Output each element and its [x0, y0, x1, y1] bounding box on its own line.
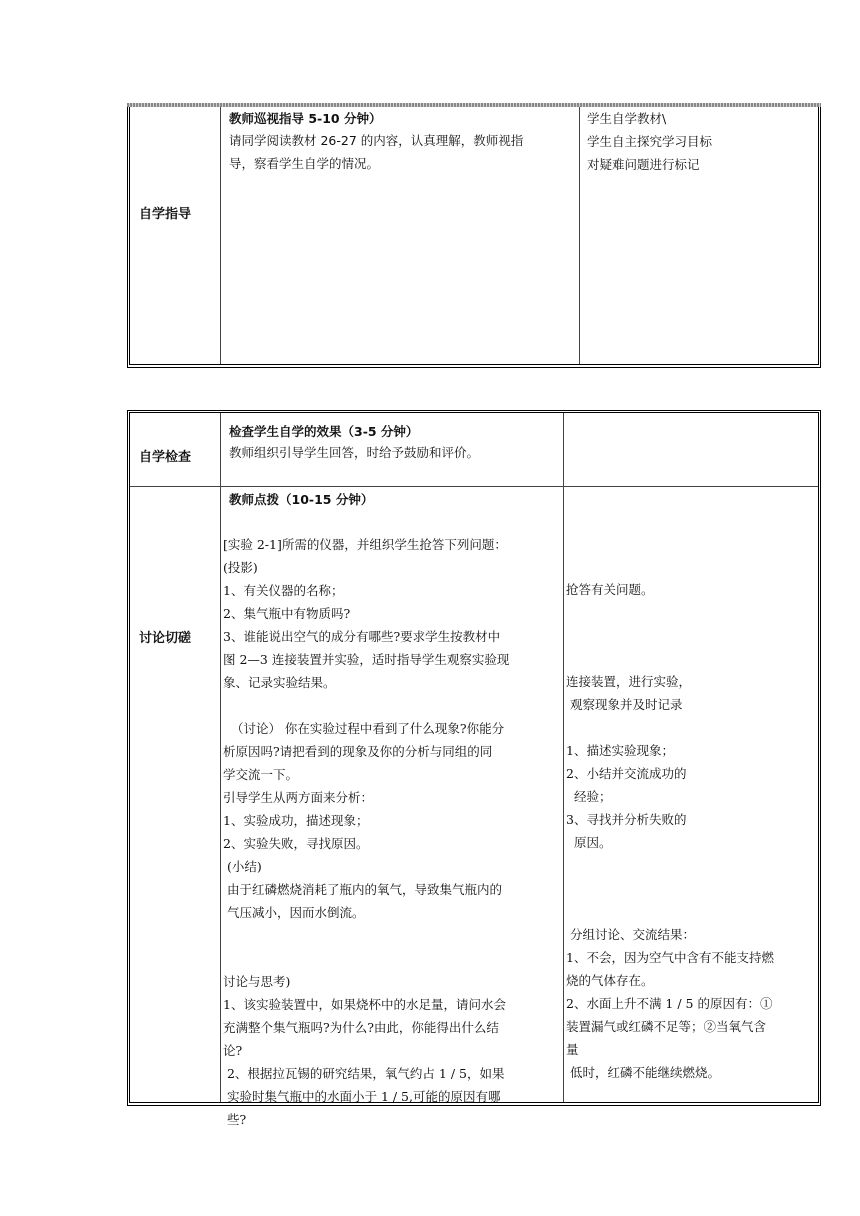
text-line: [566, 877, 818, 900]
text-line: 2、根据拉瓦锡的研究结果，氧气约占 1 / 5，如果: [223, 1066, 505, 1081]
text-line: 对疑难问题进行标记: [587, 157, 700, 172]
column-divider: [220, 107, 221, 364]
text-line: [566, 900, 818, 923]
text-line: 学交流一下。: [223, 767, 299, 782]
text-line: 2、实验失败，寻找原因。: [223, 836, 369, 851]
text-line: 由于红磷燃烧消耗了瓶内的氧气，导致集气瓶内的: [223, 882, 502, 897]
row-divider: [130, 486, 818, 487]
text-line: 充满整个集气瓶吗?为什么?由此，你能得出什么结: [223, 1020, 499, 1035]
text-line: 1、该实验装置中，如果烧杯中的水足量，请问水会: [223, 997, 506, 1012]
column-divider: [563, 413, 564, 1102]
text-line: 1、有关仪器的名称；: [223, 583, 344, 598]
text-line: 观察现象并及时记录: [566, 697, 683, 712]
text-line: 2、集气瓶中有物质吗?: [223, 606, 351, 621]
row-label-self-study-guide: 自学指导: [139, 207, 192, 222]
text-line: [566, 854, 818, 877]
text-line: 3、寻找并分析失败的: [566, 812, 687, 827]
text-line: 讨论与思考): [223, 974, 291, 989]
teacher-guidance-cell: [223, 533, 563, 1131]
text-line: 象、记录实验结果。: [223, 675, 336, 690]
text-line: (投影): [223, 560, 258, 575]
teacher-guidance-title-cell: [229, 490, 563, 510]
teacher-guidance-title: 教师点拨（10-15 分钟）: [229, 492, 374, 507]
check-text: 教师组织引导学生回答，时给予鼓励和评价。: [229, 445, 480, 460]
text-line: [566, 647, 818, 670]
text-line: 量: [566, 1042, 579, 1057]
text-line: 低时，红磷不能继续燃烧。: [566, 1065, 720, 1080]
text-line: 图 2—3 连接装置并实验，适时指导学生观察实验现: [223, 652, 510, 667]
text-line: 学生自主探究学习目标: [587, 134, 713, 149]
text-line: 实验时集气瓶中的水面小于 1 / 5,可能的原因有哪: [223, 1089, 501, 1104]
text-line: [223, 694, 563, 717]
text-line: 1、描述实验现象；: [566, 743, 674, 758]
text-line: 引导学生从两方面来分析：: [223, 790, 374, 805]
text-line: 原因。: [566, 835, 612, 850]
teacher-activity-title: 教师巡视指导 5-10 分钟）: [229, 111, 382, 126]
text-line: （讨论） 你在实验过程中看到了什么现象?你能分: [223, 721, 505, 736]
text-line: 论?: [223, 1043, 243, 1058]
lesson-table-1: [127, 103, 821, 368]
teacher-activity-text: [229, 129, 577, 175]
text-line: 经验；: [566, 789, 612, 804]
check-cell: [229, 422, 561, 464]
text-line: [566, 601, 818, 624]
text-line: 2、水面上升不满 1 / 5 的原因有：①: [566, 996, 773, 1011]
text-line: 析原因吗?请把看到的现象及你的分析与同组的同: [223, 744, 493, 759]
student-response-text: [566, 578, 818, 1084]
text-line: 装置漏气或红磷不足等；②当氧气含: [566, 1019, 767, 1034]
teacher-guidance-text: [223, 533, 563, 1131]
text-line: [实验 2-1]所需的仪器，并组织学生抢答下列问题：: [223, 537, 507, 552]
text-line: (小结): [223, 859, 262, 874]
text-line: 抢答有关问题。: [566, 582, 654, 597]
text-line: 连接装置，进行实验，: [566, 674, 692, 689]
text-line: 1、实验成功，描述现象；: [223, 813, 369, 828]
check-title: 检查学生自学的效果（3-5 分钟）: [229, 424, 419, 439]
student-response-cell: [566, 578, 818, 1084]
column-divider: [220, 413, 221, 1102]
text-line: [223, 947, 563, 970]
student-activity-cell: [587, 109, 817, 176]
text-line: 3、谁能说出空气的成分有哪些?要求学生按教材中: [223, 629, 501, 644]
text-line: [566, 624, 818, 647]
row-label-self-study-check: 自学检查: [139, 450, 192, 465]
text-line: 些?: [223, 1112, 247, 1127]
column-divider: [579, 107, 580, 364]
student-activity-text: [587, 107, 817, 176]
text-line: 烧的气体存在。: [566, 973, 654, 988]
lesson-table-2: [127, 410, 821, 1127]
text-line: 1、不会，因为空气中含有不能支持燃: [566, 950, 774, 965]
text-line: 气压减小，因而水倒流。: [223, 905, 365, 920]
text-line: [566, 716, 818, 739]
row-label-discussion: 讨论切磋: [139, 631, 192, 646]
text-line: [223, 924, 563, 947]
text-line: 学生自学教材\: [587, 111, 667, 126]
text-line: 导，察看学生自学的情况。: [229, 156, 380, 171]
text-line: 请同学阅读教材 26-27 的内容，认真理解，教师视指: [229, 133, 524, 148]
teacher-activity-cell: [229, 109, 577, 175]
text-line: 分组讨论、交流结果：: [566, 927, 695, 942]
text-line: 2、小结并交流成功的: [566, 766, 687, 781]
